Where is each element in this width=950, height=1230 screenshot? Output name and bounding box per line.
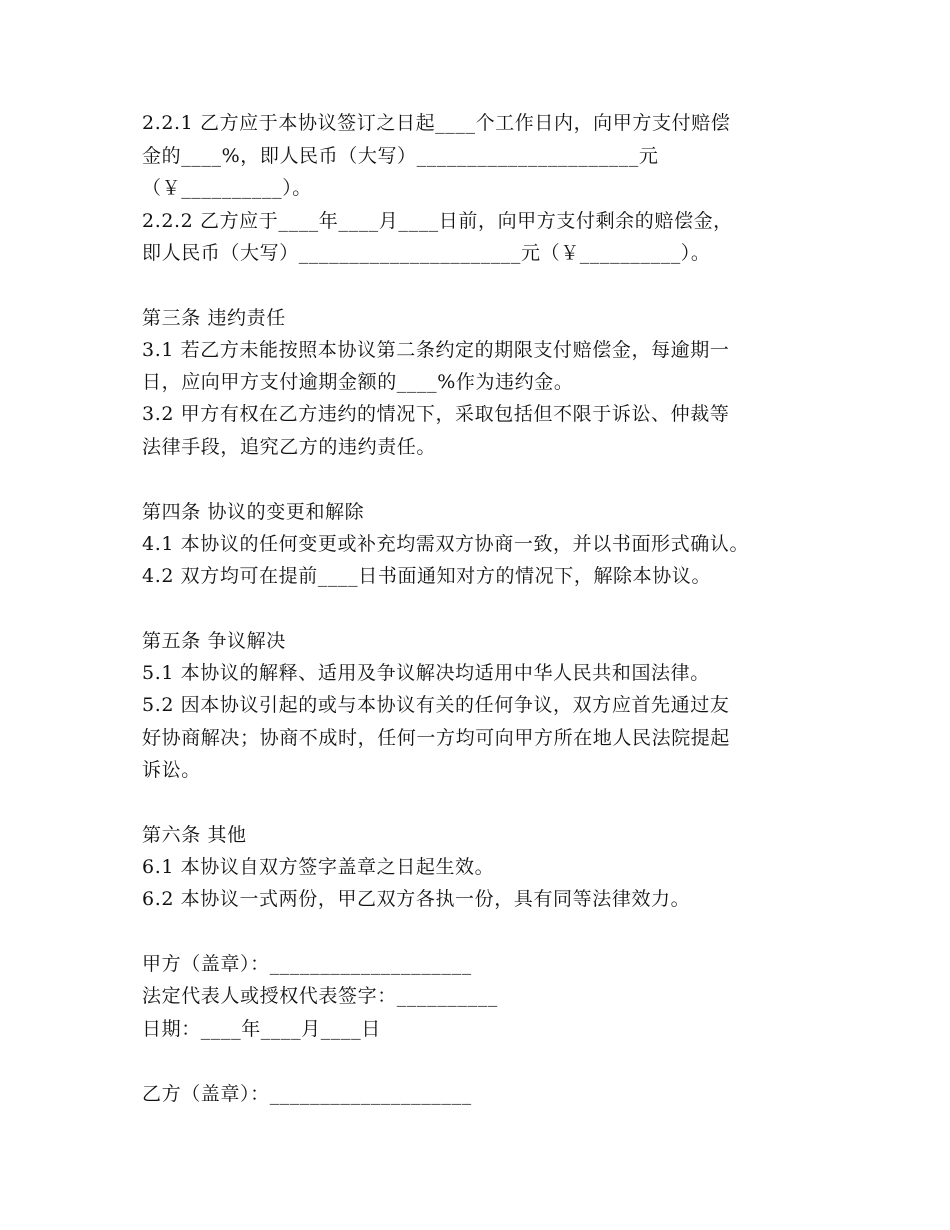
article-3-heading: 第三条 违约责任	[142, 307, 286, 329]
clause-5-2-line-1: 5.2 因本协议引起的或与本协议有关的任何争议，双方应首先通过友	[142, 694, 730, 716]
representative-signature-line: 法定代表人或授权代表签字：__________	[142, 985, 498, 1007]
article-4-heading: 第四条 协议的变更和解除	[142, 501, 365, 523]
date-line: 日期：____年____月____日	[142, 1018, 381, 1040]
clause-3-2-line-1: 3.2 甲方有权在乙方违约的情况下，采取包括但不限于诉讼、仲裁等	[142, 403, 730, 425]
article-6-heading: 第六条 其他	[142, 824, 247, 846]
clause-2-2-1-line-2: 金的____%，即人民币（大写）______________________元	[142, 145, 659, 167]
clause-5-1: 5.1 本协议的解释、适用及争议解决均适用中华人民共和国法律。	[142, 662, 710, 684]
clause-5-2-line-2: 好协商解决；协商不成时，任何一方均可向甲方所在地人民法院提起	[142, 727, 731, 749]
clause-6-1: 6.1 本协议自双方签字盖章之日起生效。	[142, 856, 495, 878]
clause-3-1-line-2: 日，应向甲方支付逾期金额的____%作为违约金。	[142, 371, 574, 393]
clause-2-2-1-line-1: 2.2.1 乙方应于本协议签订之日起____个工作日内，向甲方支付赔偿	[142, 112, 731, 134]
clause-4-1: 4.1 本协议的任何变更或补充均需双方协商一致，并以书面形式确认。	[142, 533, 750, 555]
clause-5-2-line-3: 诉讼。	[142, 759, 201, 781]
clause-3-1-line-1: 3.1 若乙方未能按照本协议第二条约定的期限支付赔偿金，每逾期一	[142, 339, 730, 361]
clause-4-2: 4.2 双方均可在提前____日书面通知对方的情况下，解除本协议。	[142, 565, 712, 587]
clause-3-2-line-2: 法律手段，追究乙方的违约责任。	[142, 436, 437, 458]
clause-2-2-1-line-3: （￥__________）。	[142, 177, 312, 199]
clause-2-2-2-line-1: 2.2.2 乙方应于____年____月____日前，向甲方支付剩余的赔偿金，	[142, 210, 733, 232]
party-a-seal-line: 甲方（盖章）：____________________	[142, 953, 472, 975]
party-b-seal-line: 乙方（盖章）：____________________	[142, 1083, 472, 1105]
article-5-heading: 第五条 争议解决	[142, 630, 286, 652]
clause-6-2: 6.2 本协议一式两份，甲乙双方各执一份，具有同等法律效力。	[142, 888, 691, 910]
clause-2-2-2-line-2: 即人民币（大写）______________________元（￥__________）。	[142, 242, 711, 264]
